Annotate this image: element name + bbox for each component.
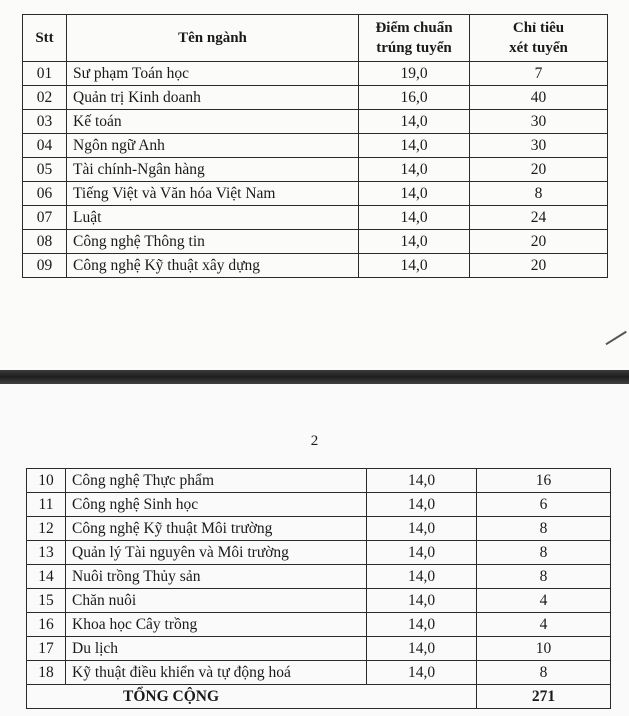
table-row	[23, 86, 608, 110]
header-major-name: Tên ngành	[67, 15, 359, 62]
table-row	[23, 158, 608, 182]
row-stt: 03	[23, 110, 67, 134]
row-stt: 08	[23, 230, 67, 254]
admission-table-part-1	[22, 14, 608, 278]
row-stt: 09	[23, 254, 67, 278]
row-stt: 01	[23, 62, 67, 86]
header-quota	[470, 15, 608, 62]
row-quota: 24	[470, 206, 608, 230]
row-quota: 10	[477, 637, 611, 661]
table-row	[23, 134, 608, 158]
page-break-shadow	[0, 370, 629, 385]
table-row	[27, 637, 611, 661]
row-stt: 04	[23, 134, 67, 158]
table-row	[27, 613, 611, 637]
admission-table-part-2	[26, 468, 611, 709]
table-row	[27, 517, 611, 541]
row-cutoff-score: 14,0	[367, 637, 477, 661]
row-major-name: Nuôi trồng Thủy sản	[66, 565, 367, 589]
row-quota: 7	[470, 62, 608, 86]
row-cutoff-score: 14,0	[367, 517, 477, 541]
row-quota: 8	[477, 661, 611, 685]
row-quota: 8	[477, 565, 611, 589]
row-major-name: Quản lý Tài nguyên và Môi trường	[66, 541, 367, 565]
header-score-line-1: Điểm chuẩn	[375, 20, 453, 36]
table-row	[23, 206, 608, 230]
row-stt: 13	[27, 541, 66, 565]
total-row	[27, 685, 611, 709]
row-stt: 07	[23, 206, 67, 230]
row-cutoff-score: 14,0	[359, 134, 470, 158]
table-row	[23, 182, 608, 206]
row-quota: 30	[470, 134, 608, 158]
table-header-row	[23, 15, 608, 62]
table-row	[27, 541, 611, 565]
row-stt: 17	[27, 637, 66, 661]
total-label: TỔNG CỘNG	[27, 685, 477, 709]
row-cutoff-score: 14,0	[367, 541, 477, 565]
row-major-name: Công nghệ Kỹ thuật xây dựng	[67, 254, 359, 278]
row-quota: 8	[477, 541, 611, 565]
row-cutoff-score: 14,0	[359, 206, 470, 230]
header-quota-line-1: Chỉ tiêu	[512, 20, 565, 36]
row-stt: 12	[27, 517, 66, 541]
row-cutoff-score: 14,0	[367, 565, 477, 589]
row-quota: 20	[470, 230, 608, 254]
table-row	[27, 661, 611, 685]
header-cutoff-score	[359, 15, 470, 62]
row-quota: 30	[470, 110, 608, 134]
row-stt: 10	[27, 469, 66, 493]
page-number: 2	[310, 433, 319, 449]
row-quota: 8	[477, 517, 611, 541]
row-cutoff-score: 14,0	[367, 493, 477, 517]
row-quota: 4	[477, 589, 611, 613]
header-score-line-2: trúng tuyển	[376, 40, 452, 56]
row-quota: 6	[477, 493, 611, 517]
row-major-name: Kế toán	[67, 110, 359, 134]
row-stt: 14	[27, 565, 66, 589]
row-stt: 05	[23, 158, 67, 182]
row-cutoff-score: 14,0	[367, 469, 477, 493]
table-row	[23, 230, 608, 254]
row-cutoff-score: 14,0	[367, 613, 477, 637]
row-stt: 15	[27, 589, 66, 613]
table-row	[27, 565, 611, 589]
row-quota: 20	[470, 158, 608, 182]
row-cutoff-score: 14,0	[359, 158, 470, 182]
row-stt: 11	[27, 493, 66, 517]
row-major-name: Du lịch	[66, 637, 367, 661]
header-quota-line-2: xét tuyển	[509, 40, 568, 56]
row-major-name: Luật	[67, 206, 359, 230]
table-row	[27, 469, 611, 493]
row-cutoff-score: 14,0	[359, 110, 470, 134]
row-major-name: Khoa học Cây trồng	[66, 613, 367, 637]
row-major-name: Công nghệ Sinh học	[66, 493, 367, 517]
row-cutoff-score: 14,0	[359, 182, 470, 206]
row-cutoff-score: 16,0	[359, 86, 470, 110]
row-stt: 16	[27, 613, 66, 637]
row-cutoff-score: 14,0	[359, 230, 470, 254]
row-major-name: Ngôn ngữ Anh	[67, 134, 359, 158]
row-major-name: Công nghệ Kỹ thuật Môi trường	[66, 517, 367, 541]
row-major-name: Chăn nuôi	[66, 589, 367, 613]
table-row	[23, 110, 608, 134]
row-quota: 4	[477, 613, 611, 637]
header-stt: Stt	[23, 15, 67, 62]
table-row	[23, 254, 608, 278]
row-major-name: Kỹ thuật điều khiển và tự động hoá	[66, 661, 367, 685]
row-major-name: Công nghệ Thực phẩm	[66, 469, 367, 493]
row-major-name: Quản trị Kinh doanh	[67, 86, 359, 110]
row-quota: 8	[470, 182, 608, 206]
row-stt: 02	[23, 86, 67, 110]
row-quota: 40	[470, 86, 608, 110]
row-major-name: Tiếng Việt và Văn hóa Việt Nam	[67, 182, 359, 206]
row-cutoff-score: 14,0	[359, 254, 470, 278]
row-major-name: Sư phạm Toán học	[67, 62, 359, 86]
row-cutoff-score: 19,0	[359, 62, 470, 86]
table-row	[27, 493, 611, 517]
row-cutoff-score: 14,0	[367, 661, 477, 685]
total-quota: 271	[477, 685, 611, 709]
row-stt: 06	[23, 182, 67, 206]
table-row	[23, 62, 608, 86]
row-stt: 18	[27, 661, 66, 685]
row-quota: 20	[470, 254, 608, 278]
row-quota: 16	[477, 469, 611, 493]
row-major-name: Tài chính-Ngân hàng	[67, 158, 359, 182]
row-cutoff-score: 14,0	[367, 589, 477, 613]
table-body-part-1	[23, 62, 608, 278]
row-major-name: Công nghệ Thông tin	[67, 230, 359, 254]
table-row	[27, 589, 611, 613]
table-body-part-2	[27, 469, 611, 685]
